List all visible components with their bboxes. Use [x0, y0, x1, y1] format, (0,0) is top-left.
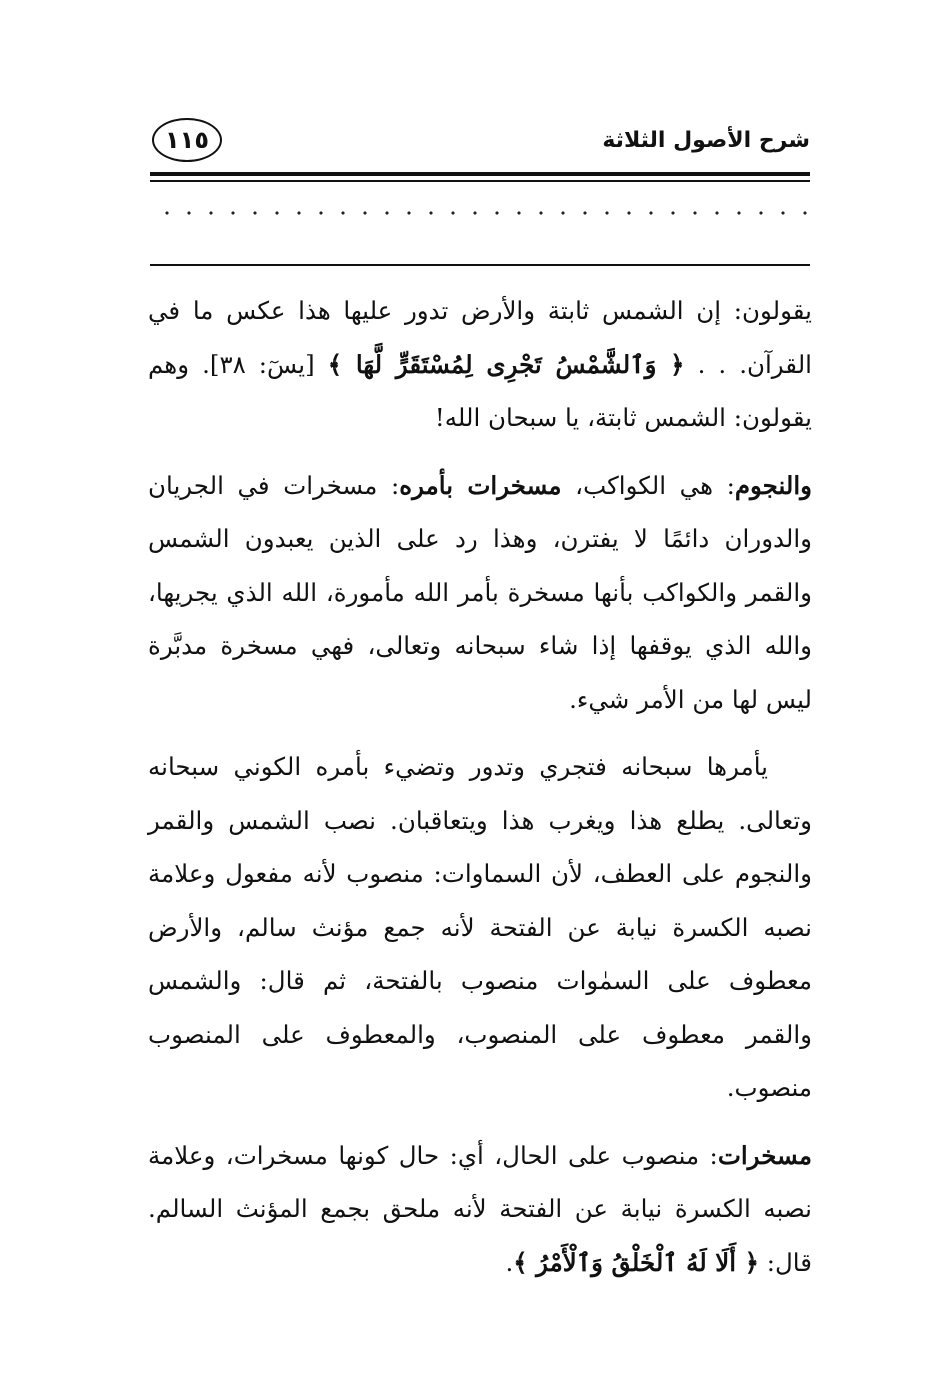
page-number-oval	[152, 118, 222, 162]
p1-text-2: [يسٓ: ٣٨]. وهم يقولون: الشمس ثابتة، يا سبحان الله!	[148, 349, 812, 432]
page-number: ١١٥	[165, 126, 209, 154]
paragraph-3	[148, 740, 812, 1115]
page-header	[150, 118, 810, 174]
p2-text-2: : مسخرات في الجريان والدوران دائمًا لا يفترن، وهذا رد على الذين يعبدون الشمس والقمر والكواكب بأنها مسخرة بأمر الله مأمورة، الله الذي يجريها، والله الذي يوقفها إذا شاء سبحانه وتعالى، فهي مسخرة مدبَّرة ليس لها من الأمر شيء.	[148, 470, 812, 714]
paragraph-1	[148, 284, 812, 445]
running-title: شرح الأصول الثلاثة	[602, 128, 810, 153]
section-rule	[150, 264, 810, 266]
body-text	[148, 284, 812, 1303]
quran-verse-1: ﴿ وَٱلشَّمْسُ تَجْرِى لِمُسْتَقَرٍّ لَّهَا ﴾	[327, 349, 685, 379]
paragraph-4	[148, 1129, 812, 1290]
header-rule-thick	[150, 172, 810, 176]
dotted-separator	[150, 206, 810, 220]
p4-text-2: .	[505, 1247, 514, 1277]
p2-text-1: : هي الكواكب،	[561, 470, 735, 500]
term-musakharat: مسخرات	[717, 1140, 812, 1170]
p3-text-1: يأمرها سبحانه فتجري وتدور وتضيء بأمره الكوني سبحانه وتعالى. يطلع هذا ويغرب هذا ويتعاقبان. نصب الشمس والقمر والنجوم على العطف، لأن السماوات: منصوب لأنه مفعول وعلامة نصبه الكسرة نيابة عن الفتحة لأنه جمع مؤنث سالم، والأرض معطوف على السمٰوات منصوب بالفتحة، ثم قال: والشمس والقمر معطوف على المنصوب، والمعطوف على المنصوب منصوب.	[148, 752, 812, 1102]
paragraph-2	[148, 459, 812, 727]
term-musakharat-bi-amrihi: مسخرات بأمره	[399, 470, 562, 500]
term-nujum: والنجوم	[734, 470, 812, 500]
header-rule-thin	[150, 180, 810, 182]
quran-verse-2: ﴿ أَلَا لَهُ ٱلْخَلْقُ وَٱلْأَمْرُ ﴾	[513, 1247, 759, 1277]
p4-text-1: : منصوب على الحال، أي: حال كونها مسخرات، وعلامة نصبه الكسرة نيابة عن الفتحة لأنه ملحق بجمع المؤنث السالم. قال:	[148, 1140, 812, 1277]
p1-text-1: يقولون: إن الشمس ثابتة والأرض تدور عليها هذا عكس ما في القرآن. . .	[148, 296, 812, 379]
